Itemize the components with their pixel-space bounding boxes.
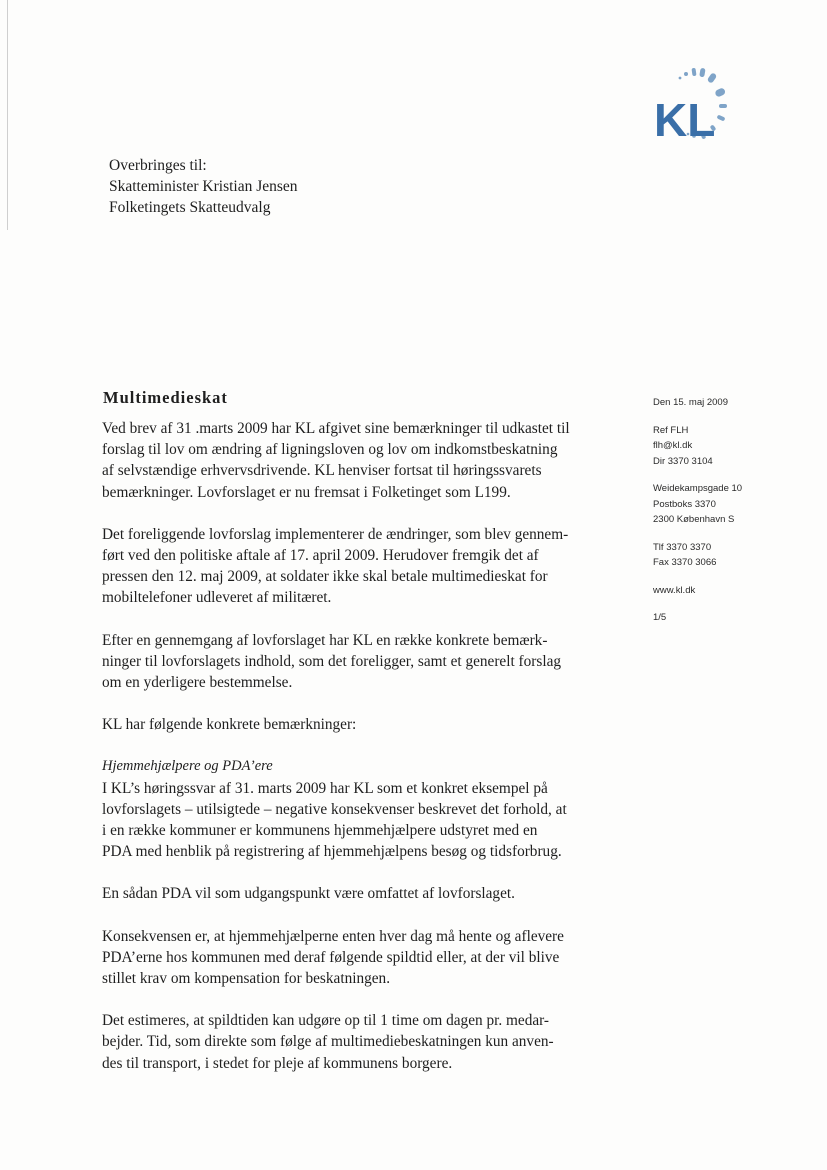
street-address: Weidekampsgade 10 [653, 483, 743, 494]
recipient-line: Skatteminister Kristian Jensen [109, 178, 298, 195]
sender-info-column [653, 395, 813, 626]
document-title: Multimedieskat [103, 388, 228, 407]
svg-text:KL: KL [654, 94, 716, 146]
text-line: PDA med henblik på registrering af hjemmehjælpens besøg og tidsforbrug. [102, 843, 562, 861]
recipient-label: Overbringes til: [109, 157, 207, 174]
text-line: mobiltelefoner udleveret af militæret. [102, 589, 332, 607]
text-line: stillet krav om kompensation for beskatningen. [102, 970, 391, 988]
text-line: om en yderligere bestemmelse. [102, 674, 293, 692]
recipient-line: Folketingets Skatteudvalg [109, 199, 271, 216]
paragraph [102, 418, 622, 503]
recipient-block [109, 155, 298, 218]
text-line: KL har følgende konkrete bemærkninger: [102, 716, 357, 734]
fax: Fax 3370 3066 [653, 557, 717, 568]
paragraph [102, 524, 622, 609]
text-line: pressen den 12. maj 2009, at soldater ikke skal betale multimedieskat for [102, 568, 548, 586]
email: flh@kl.dk [653, 440, 693, 451]
text-line: Det estimeres, at spildtiden kan udgøre op til 1 time om dagen pr. medar- [102, 1012, 550, 1030]
text-line: bemærkninger. Lovforslaget er nu fremsat i Folketinget som L199. [102, 483, 511, 501]
postbox: Postboks 3370 [653, 498, 716, 510]
text-line: i en række kommuner er kommunens hjemmehjælpere udstyret med en [102, 822, 538, 840]
direct-phone: Dir 3370 3104 [653, 455, 713, 467]
page-number: 1/5 [653, 612, 667, 623]
paragraph [102, 630, 622, 694]
text-line: af selvstændige erhvervsdrivende. KL henviser fortsat til høringssvarets [102, 462, 542, 480]
text-line: ført ved den politiske aftale af 17. april 2009. Herudover fremgik det af [102, 547, 539, 565]
paragraph [102, 714, 622, 735]
phone: Tlf 3370 3370 [653, 541, 712, 553]
scan-edge-line [7, 0, 8, 230]
text-line: des til transport, i stedet for pleje af kommunens borgere. [102, 1054, 453, 1072]
section-subheading: Hjemmehjælpere og PDA’ere [102, 758, 273, 775]
paragraph [102, 926, 622, 990]
text-line: PDA’erne hos kommunen med deraf følgende spildtid eller, at der vil blive [102, 948, 560, 966]
text-line: Efter en gennemgang af lovforslaget har KL en række konkrete bemærk- [102, 631, 548, 649]
text-line: forslag til lov om ændring af ligningsloven og lov om indkomstbeskatning [102, 441, 558, 459]
text-line: I KL’s høringssvar af 31. marts 2009 har KL som et konkret eksempel på [102, 779, 548, 797]
text-line: bejder. Tid, som direkte som følge af multimediebeskatningen kun anven- [102, 1033, 554, 1051]
text-line: En sådan PDA vil som udgangspunkt være omfattet af lovforslaget. [102, 885, 515, 903]
website: www.kl.dk [653, 584, 696, 596]
city: 2300 København S [653, 514, 735, 525]
paragraph [102, 883, 622, 904]
text-line: lovforslagets – utilsigtede – negative konsekvenser beskrevet det forhold, at [102, 800, 567, 818]
reference: Ref FLH [653, 424, 689, 436]
text-line: ninger til lovforslagets indhold, som det foreligger, samt et generelt forslag [102, 652, 562, 670]
text-line: Ved brev af 31 .marts 2009 har KL afgivet sine bemærkninger til udkastet til [102, 420, 570, 437]
text-line: Konsekvensen er, at hjemmehjælperne enten hver dag må hente og aflevere [102, 927, 564, 945]
letter-body [102, 418, 622, 1095]
text-line: Det foreliggende lovforslag implementerer de ændringer, som blev gennem- [102, 525, 569, 543]
paragraph [102, 1010, 622, 1074]
kl-logo [650, 60, 760, 160]
date: Den 15. maj 2009 [653, 397, 728, 408]
paragraph [102, 756, 622, 862]
